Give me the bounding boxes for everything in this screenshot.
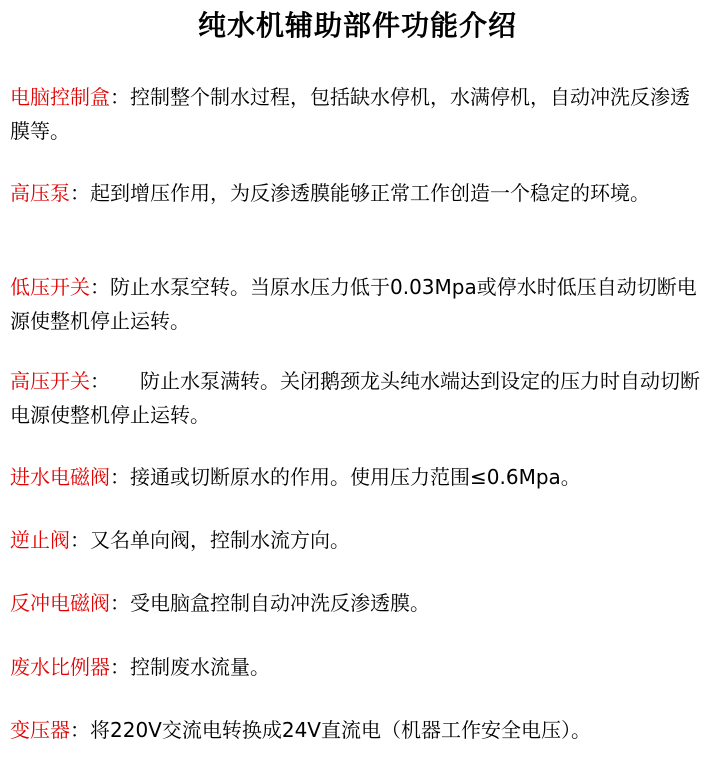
term-separator: ： bbox=[90, 369, 140, 393]
term-separator: ： bbox=[70, 718, 90, 742]
component-description: 控制废水流量。 bbox=[130, 655, 270, 679]
component-item-flush-solenoid-valve bbox=[10, 586, 705, 620]
term-separator: ： bbox=[110, 655, 130, 679]
component-term: 高压泵 bbox=[10, 181, 70, 205]
component-term: 逆止阀 bbox=[10, 528, 70, 552]
term-separator: ： bbox=[110, 591, 130, 615]
component-term: 变压器 bbox=[10, 718, 70, 742]
component-item-high-pressure-switch bbox=[10, 364, 705, 432]
component-item-control-box bbox=[10, 80, 705, 148]
component-term: 进水电磁阀 bbox=[10, 465, 110, 489]
page-title: 纯水机辅助部件功能介绍 bbox=[197, 9, 517, 42]
component-term: 反冲电磁阀 bbox=[10, 591, 110, 615]
component-item-transformer bbox=[10, 713, 705, 747]
term-separator: ： bbox=[70, 528, 90, 552]
component-item-low-pressure-switch bbox=[10, 270, 705, 338]
component-term: 电脑控制盒 bbox=[10, 85, 110, 109]
component-description: 防止水泵满转。关闭鹅颈龙头纯水端达到设定的压力时自动切断电源使整机停止运转。 bbox=[10, 369, 700, 427]
component-term: 高压开关 bbox=[10, 369, 90, 393]
component-description: 又名单向阀，控制水流方向。 bbox=[90, 528, 350, 552]
component-description: 受电脑盒控制自动冲洗反渗透膜。 bbox=[130, 591, 430, 615]
component-description: 将220V交流电转换成24V直流电（机器工作安全电压）。 bbox=[90, 718, 591, 742]
component-item-waste-water-ratio bbox=[10, 650, 705, 684]
component-item-high-pressure-pump bbox=[10, 176, 705, 210]
component-term: 低压开关 bbox=[10, 275, 90, 299]
term-separator: ： bbox=[90, 275, 110, 299]
component-term: 废水比例器 bbox=[10, 655, 110, 679]
component-item-check-valve bbox=[10, 523, 705, 557]
component-description: 起到增压作用，为反渗透膜能够正常工作创造一个稳定的环境。 bbox=[90, 181, 650, 205]
term-separator: ： bbox=[70, 181, 90, 205]
term-separator: ： bbox=[110, 85, 130, 109]
term-separator: ： bbox=[110, 465, 130, 489]
component-description: 防止水泵空转。当原水压力低于0.03Mpa或停水时低压自动切断电源使整机停止运转。 bbox=[10, 275, 697, 333]
component-description: 控制整个制水过程，包括缺水停机，水满停机，自动冲洗反渗透膜等。 bbox=[10, 85, 690, 143]
component-description: 接通或切断原水的作用。使用压力范围≤0.6Mpa。 bbox=[130, 465, 581, 489]
component-item-inlet-solenoid-valve bbox=[10, 460, 705, 494]
